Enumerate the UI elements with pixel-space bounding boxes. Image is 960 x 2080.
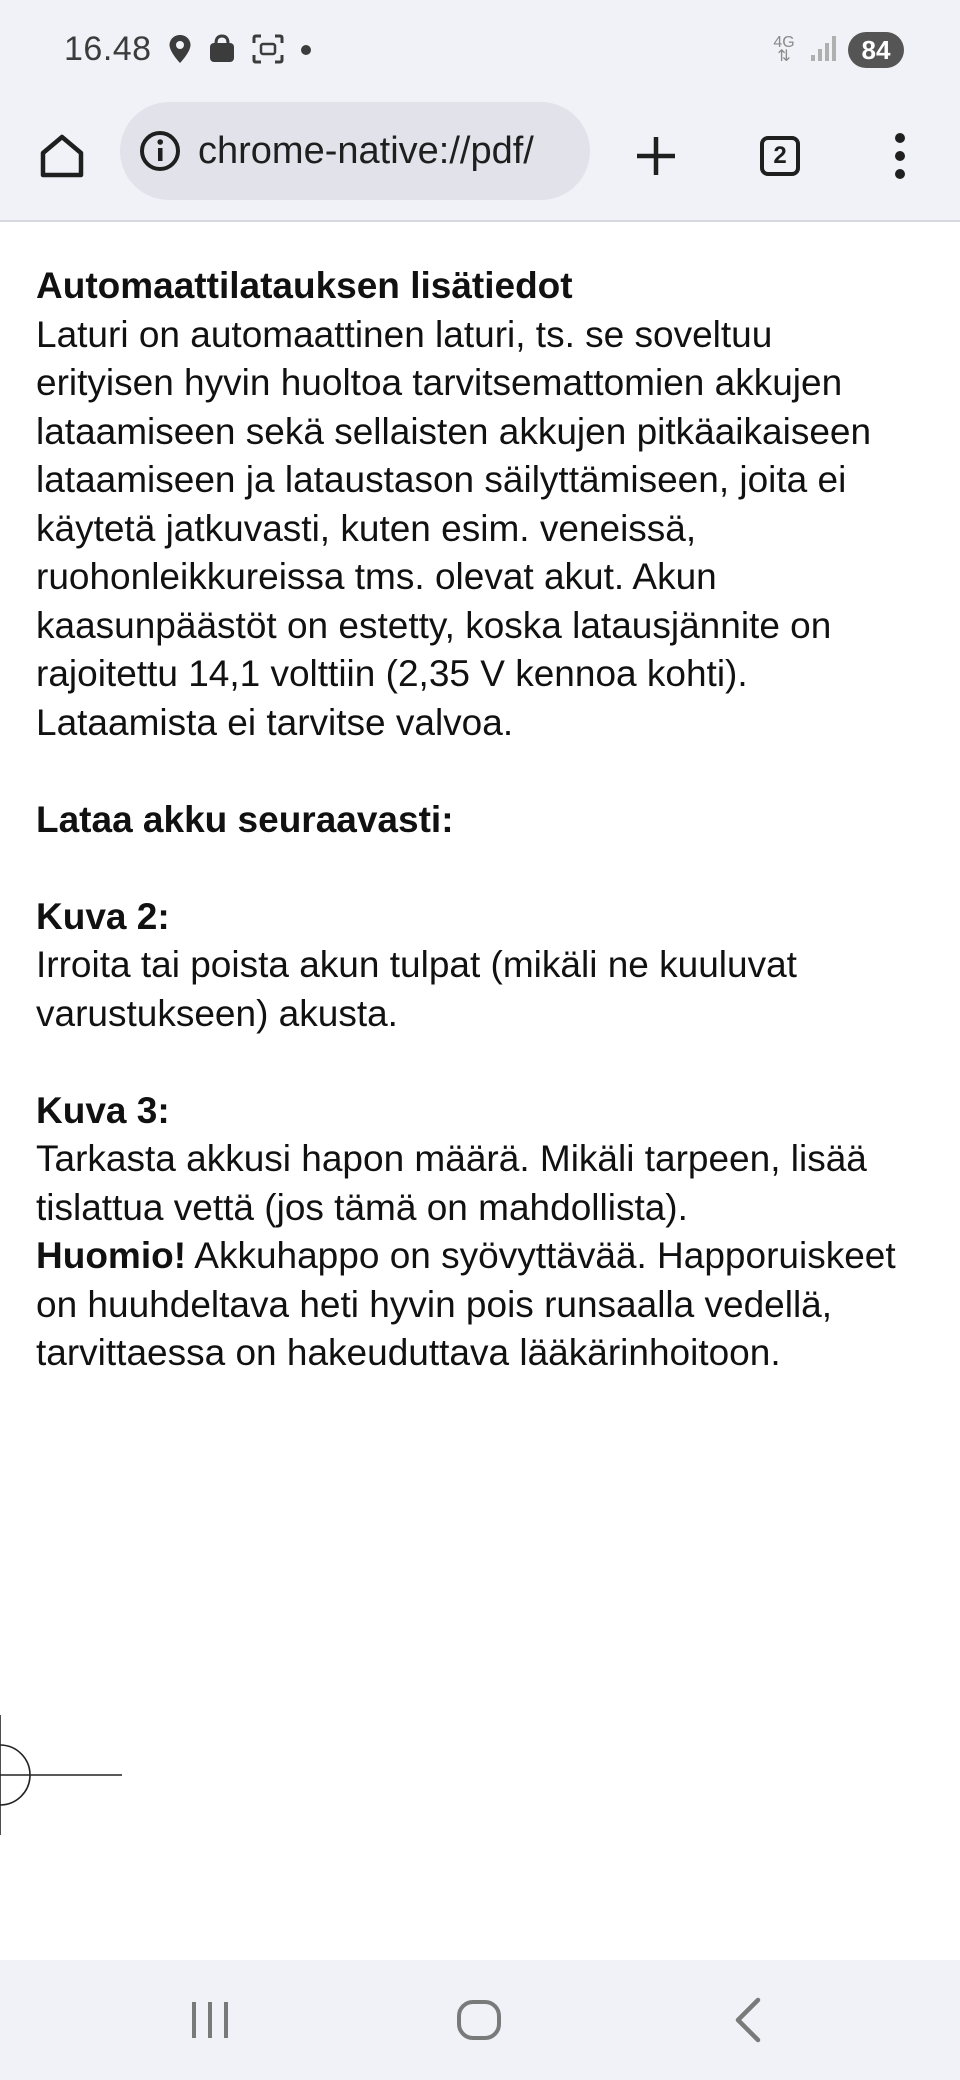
more-options-button[interactable] [868, 124, 932, 188]
network-type-label: 4G ⇅ [773, 34, 795, 65]
signal-icon [810, 33, 836, 68]
paragraph-line: varustukseen) akusta. [36, 992, 398, 1034]
back-chevron-icon [728, 1996, 768, 2044]
shopping-bag-icon [208, 34, 236, 64]
paragraph-line: Laturi on automaattinen laturi, ts. se soveltuu [36, 313, 773, 355]
figure-3-heading: Kuva 3: [36, 1089, 170, 1131]
registration-mark-icon [0, 1712, 130, 1842]
new-tab-button[interactable] [624, 124, 688, 188]
paragraph-line: käytetä jatkuvasti, kuten esim. veneissä, [36, 507, 697, 549]
url-text: chrome-native://pdf/ [198, 129, 534, 172]
figure-2-heading: Kuva 2: [36, 895, 170, 937]
page-info-icon[interactable] [136, 127, 184, 175]
tab-count: 2 [760, 136, 800, 176]
tab-switcher-button[interactable] [748, 124, 812, 188]
spacer [36, 1038, 960, 1087]
paragraph-line: lataamiseen ja lataustason säilyttämiseen, joita ei [36, 459, 847, 500]
back-button[interactable] [688, 1960, 808, 2080]
section-heading: Automaattilatauksen lisätiedot [36, 265, 573, 306]
home-nav-button[interactable] [419, 1960, 539, 2080]
paragraph-line: on huuhdeltava heti hyvin pois runsaalla vedellä, [36, 1283, 833, 1325]
home-icon [37, 131, 87, 181]
warning-text: Akkuhappo on syövyttävää. Happoruiskeet [186, 1235, 896, 1276]
battery-indicator: 84 [848, 32, 904, 68]
screenshot-icon [252, 34, 284, 64]
home-circle-icon [455, 1996, 503, 2044]
paragraph-line: erityisen hyvin huoltoa tarvitsemattomien akkujen [36, 362, 843, 403]
status-system-icons [770, 32, 904, 68]
location-icon [168, 34, 192, 64]
more-vert-icon [893, 132, 907, 180]
recent-apps-icon [188, 1998, 232, 2042]
data-arrows-icon: ⇅ [777, 48, 791, 65]
home-button[interactable] [30, 124, 94, 188]
status-time: 16.48 [64, 30, 152, 68]
paragraph-line: tislattua vettä (jos tämä on mahdollista). [36, 1186, 688, 1228]
paragraph-line: tarvittaessa on hakeuduttava lääkärinhoitoon. [36, 1332, 781, 1373]
warning-line [36, 1232, 960, 1281]
warning-label: Huomio! [36, 1235, 187, 1276]
paragraph-line: Irroita tai poista akun tulpat (mikäli ne kuuluvat [36, 944, 797, 985]
status-notification-icons [168, 34, 312, 64]
paragraph-line: lataamiseen sekä sellaisten akkujen pitkäaikaiseen [36, 410, 872, 452]
status-bar [0, 0, 960, 100]
paragraph-line: kaasunpäästöt on estetty, koska latausjännite on [36, 604, 832, 646]
spacer [36, 747, 960, 796]
plus-icon [634, 134, 678, 178]
spacer [36, 844, 960, 893]
paragraph-line: ruohonleikkureissa tms. olevat akut. Akun [36, 556, 717, 597]
browser-toolbar [0, 100, 960, 222]
instructions-heading: Lataa akku seuraavasti: [36, 798, 454, 840]
system-navigation-bar [0, 1960, 960, 2080]
paragraph-line: rajoitettu 14,1 volttiin (2,35 V kennoa kohti). [36, 653, 748, 694]
paragraph-line: Lataamista ei tarvitse valvoa. [36, 701, 514, 743]
address-bar[interactable] [120, 102, 590, 200]
more-notifications-dot-icon [300, 34, 312, 64]
pdf-document [36, 262, 960, 1378]
recent-apps-button[interactable] [150, 1960, 270, 2080]
paragraph-line: Tarkasta akkusi hapon määrä. Mikäli tarpeen, lisää [36, 1138, 867, 1179]
